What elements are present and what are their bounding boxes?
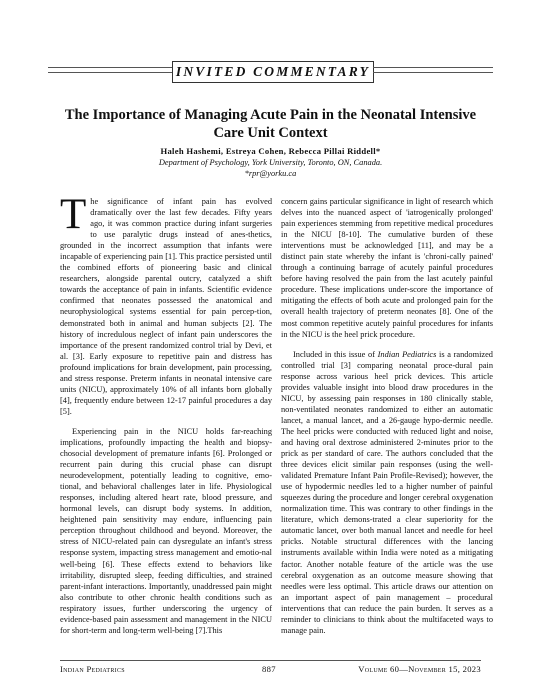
drop-cap: T xyxy=(60,191,87,238)
banner-rule-right-bottom xyxy=(373,72,493,73)
paragraph-intro-text: he significance of infant pain has evolved dramatically over the last few decades. Fifty years ago, it was common practice during infant surgeries to use paralytic drugs instead of anes-thetics, grounded in the incorrect assumption that infants were incapable of experiencing pain [1]. This practice persisted until the combined efforts of pioneering basic and clinical researchers, alongside parental outcry, catalyzed a shift towards the acceptance of pain in infants. Scientific evidence confirmed that neonates possessed the anatomical and neurophysiological systems essential for pain percep-tion, demonstrated both in animal and human subjects [2]. The history of incredulous neglect of infant pain underscores the importance of the present randomized control trial by Devi, et al. [3]. Early exposure to repetitive pain and distress has profound implications for brain development, pain processing, and stress response. Preterm infants in neonatal intensive care units (NICU), approximately 10% of all infants born globally [4], frequently endure between 12-17 painful procedures a day [5]. xyxy=(60,197,272,416)
article-authors: Haleh Hashemi, Estreya Cohen, Rebecca Pillai Riddell* xyxy=(160,146,381,156)
paragraph-prolonged-pain: concern gains particular significance in light of research which delves into the nuanced aspect of 'iatrogenically prolonged' pain experiences stemming from repetitive medical procedures in the NICU [8-10]. The cumulative burden of these interventions must be acknowledged [11], and may be a distinct pain state whereby the infant is 'chroni-cally pained' through a continuing barrage of acutely painful procedures before having resolved the pain from the last acutely painful procedure. These implications under-score the importance of mitigating the effects of both acute and prolonged pain for the overall health trajectory of preterm neonates [8]. One of the most common repetitive acutely painful procedures for infants in the NICU is the heel prick procedure. xyxy=(281,197,493,339)
journal-name-inline: Indian Pediatrics xyxy=(377,349,437,359)
banner-rule-left-bottom xyxy=(48,72,172,73)
banner-rule-right-top xyxy=(373,67,493,68)
corresponding-email[interactable]: *rpr@yorku.ca xyxy=(244,169,297,178)
paragraph-nicu-pain: Experiencing pain in the NICU holds far-reaching implications, profoundly impacting the health and biopsy-chosocial development of premature infants [6]. Prolonged or recurrent pain during this crucial phase can disrupt neurodevelopment, potentially leading to cognitive, emo-tional, and behavioral challenges later in life. Physiological responses, including altered heart rate, blood pressure, and hormonal levels, can disrupt body systems. In addition, heightened pain sensitivity may endure, influencing pain perception throughout childhood and beyond. Moreover, the stress of NICU-related pain can dysregulate an infant's stress response system, impacting stress management and emotio-nal well-being [6]. These effects extend to behaviors like irritability, disrupted sleep, feeding difficulties, and strained parent-infant interactions. Importantly, unaddressed pain might also contribute to other chronic health conditions such as respiratory issues, further underscoring the urgency of evidence-based pain assessment and management in the NICU for short-term and long-term well-being [7].This xyxy=(60,426,272,635)
footer-journal: Indian Pediatrics xyxy=(60,664,125,674)
article-title: The Importance of Managing Acute Pain in the Neonatal Intensive Care Unit Context xyxy=(64,107,477,141)
trial-summary-text: is a randomized controlled trial [3] comparing neonatal proce-dural pain response across various heel prick devices. This article provides valuable insight into blood draw procedures in the NICU, by assessing pain responses in 180 clinically stable, non-ventilated neonates randomized to either an automatic lancet, a manual lancet, and a 26-gauge hypo-dermic needle. The heel pricks were conducted with reduced light and noise, and having oral dextrose administered 2-minutes prior to the prick as per standard of care. The authors concluded that the three devices elicit similar pain responses (using the well-validated Premature Infant Pain Profile-Revised); however, the use of hypodermic needles led to a higher number of painful squeezes during the procedure and longer cerebral oxygenation normalization time. This was contrary to other findings in the literature, which demons-trated a clear superiority for the automatic lancet, over both manual lancet and needle for heel pricks. Notable structural differences with the lancing instruments available within India were noted as a mitigating factor. Another notable feature of the article was the use cerebral oxygenation as an outcome measure showing that needles were less optimal. This article draws our attention on an important aspect of pain management – procedural interventions that can reduce the pain burden. It serves as a reminder to clinicians to think about the multifaceted ways to manage pain. xyxy=(281,349,493,635)
author-affiliation: Department of Psychology, York University, Toronto, ON, Canada. xyxy=(158,158,383,167)
body-column-right xyxy=(281,196,493,645)
body-column-left xyxy=(60,191,272,645)
footer-page-number: 887 xyxy=(262,664,276,674)
paragraph-trial-summary xyxy=(281,349,493,636)
section-banner xyxy=(172,61,374,83)
section-label: INVITED COMMENTARY xyxy=(175,64,371,79)
footer-volume: Volume 60—November 15, 2023 xyxy=(358,664,481,674)
footer-divider xyxy=(60,660,481,661)
trial-summary-lead: Included in this issue of xyxy=(293,349,378,359)
banner-rule-left-top xyxy=(48,67,172,68)
paragraph-intro xyxy=(60,191,272,417)
